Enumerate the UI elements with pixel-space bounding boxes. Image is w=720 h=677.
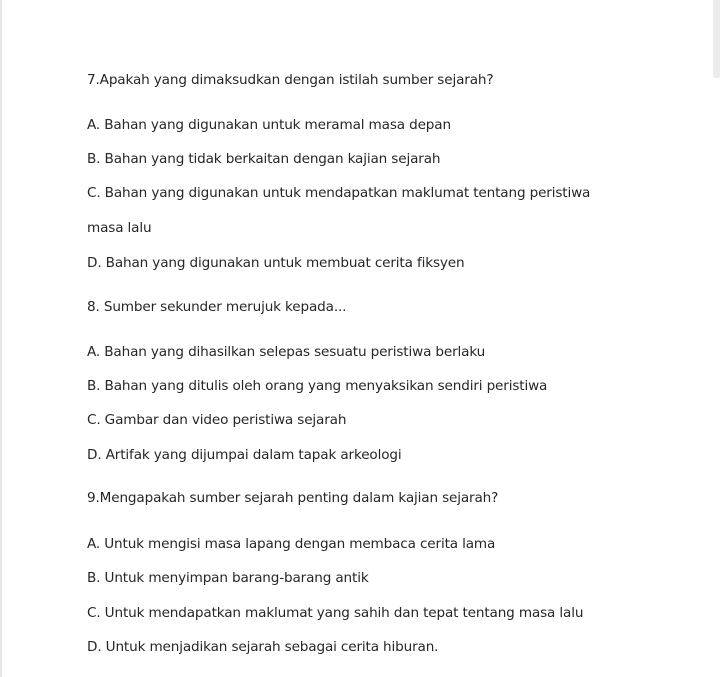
question-9-option-c: C. Untuk mendapatkan maklumat yang sahih dan tepat tentang masa lalu	[87, 605, 584, 621]
scrollbar-thumb[interactable]	[713, 0, 720, 78]
question-7-option-b: B. Bahan yang tidak berkaitan dengan kajian sejarah	[87, 151, 441, 167]
question-8-option-a: A. Bahan yang dihasilkan selepas sesuatu peristiwa berlaku	[87, 344, 486, 360]
question-7-option-d: D. Bahan yang digunakan untuk membuat cerita fiksyen	[87, 255, 465, 271]
question-8-option-b: B. Bahan yang ditulis oleh orang yang menyaksikan sendiri peristiwa	[87, 378, 548, 394]
document-page	[87, 0, 697, 677]
question-7-option-c: C. Bahan yang digunakan untuk mendapatkan maklumat tentang peristiwa	[87, 185, 591, 201]
scrollbar-track[interactable]	[711, 0, 720, 677]
question-9-option-d: D. Untuk menjadikan sejarah sebagai cerita hiburan.	[87, 639, 439, 655]
question-8-text: 8. Sumber sekunder merujuk kepada...	[87, 299, 347, 315]
question-7-option-c-continued: masa lalu	[87, 220, 152, 236]
question-9-option-a: A. Untuk mengisi masa lapang dengan membaca cerita lama	[87, 536, 496, 552]
question-9-text: 9.Mengapakah sumber sejarah penting dalam kajian sejarah?	[87, 490, 499, 506]
question-8-option-d: D. Artifak yang dijumpai dalam tapak arkeologi	[87, 447, 402, 463]
question-7-text: 7.Apakah yang dimaksudkan dengan istilah sumber sejarah?	[87, 72, 494, 88]
question-7-option-a: A. Bahan yang digunakan untuk meramal masa depan	[87, 117, 451, 133]
page-left-edge	[0, 0, 2, 677]
question-9-option-b: B. Untuk menyimpan barang-barang antik	[87, 570, 369, 586]
question-8-option-c: C. Gambar dan video peristiwa sejarah	[87, 412, 347, 428]
